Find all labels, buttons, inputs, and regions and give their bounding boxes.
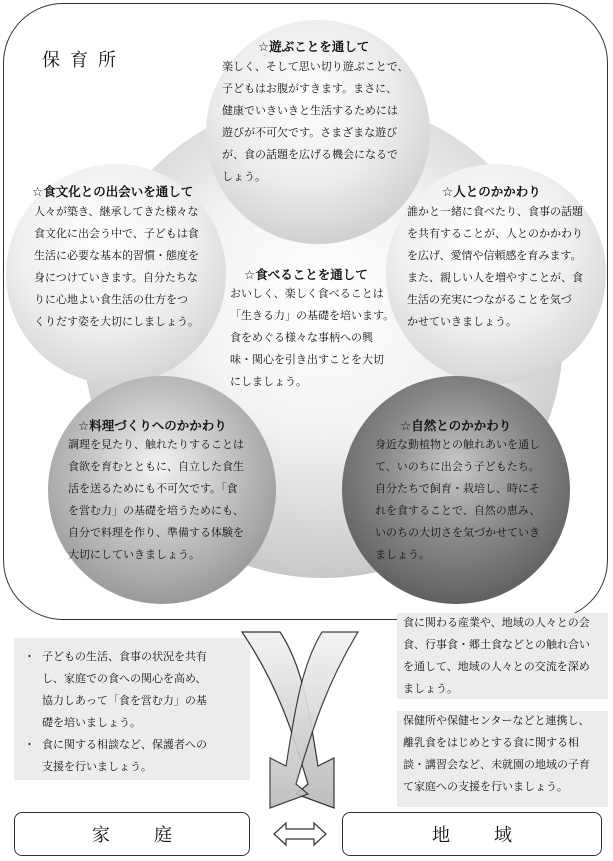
culture-body: 人々が築き、継承してきた様々な 食文化に出会う中で、子どもは食 生活に必要な基本的習慣・態度を 身につけていきます。自分たちな りに心地よい食生活の仕方をつ くりだす姿を大切にしましょう。 [34,205,199,328]
community-label-box [342,812,602,856]
community-label: 地域 [432,825,556,846]
home-note-1 [24,646,246,734]
nature-title: ☆自然とのかかわり [400,418,512,433]
nature-body: 身近な動植物との触れあいを通し て、いのちに出会う子どもたち。 自分たちで飼育・栽培し、時にそ れを食することで、自然の恵み、 いのちの大切さを気づかせていき ましょう。 [375,438,541,561]
home-label-box [14,812,250,856]
home-note-2-bullet: ・ [24,738,35,751]
home-note-2-text: 食に関する相談など、保護者への 支援を行いましょう。 [42,738,207,773]
play-body: 楽しく、そして思い切り遊ぶことで、 子どもはお腹がすきます。まさに、 健康でいきいきと生活するためには 遊びが不可欠です。さまざまな遊び が、食の話題を広げる機会になるで しょう。 [222,60,409,183]
curved-arrows [222,618,382,843]
cooking-title: ☆料理づくりへのかかわり [78,418,227,433]
people-title: ☆人とのかかわり [442,184,541,199]
home-label: 家庭 [92,825,216,846]
community-note-1: 食に関わる産業や、地域の人々との会 食、行事食・郷土食などとの触れ合い を通して、地域の人々との交流を深め ましょう。 [403,616,590,695]
double-arrow-icon [272,820,328,848]
center-body: おいしく、楽しく食べることは 「生きる力」の基礎を培います。 食をめぐる様々な事柄への興 味・関心を引き出すことを大切 にしましょう。 [230,287,395,388]
home-note-2 [24,734,246,778]
people-body: 誰かと一緒に食べたり、食事の話題 を共有することが、人とのかかわり を広げ、愛情や信頼感を育みます。 また、親しい人を増やすことが、食 生活の充実につながることを気づ かせていきましょう。 [407,205,583,328]
home-note-1-text: 子どもの生活、食事の状況を共有 し、家庭での食への関心を高め、 協力しあって「食を営む力」の基 礎を培いましょう。 [42,650,207,729]
home-note-1-bullet: ・ [24,650,35,663]
frame-title: 保育所 [42,50,126,71]
center-title: ☆食べることを通して [244,267,368,282]
community-note-2: 保健所や保健センターなどと連携し、 離乳食をはじめとする食に関する相 談・講習会など、未就園の地域の子育 て家庭への支援を行いましょう。 [403,714,590,793]
culture-title: ☆食文化との出会いを通して [32,184,194,199]
play-title: ☆遊ぶことを通して [258,39,370,54]
cooking-body: 調理を見たり、触れたりすることは 食欲を育むとともに、自立した食生 活を送るためにも不可欠です。「食 を営む力」の基礎を培うためにも、 自分で料理を作り、準備する体験を 大切にしていきましょう。 [68,438,244,561]
